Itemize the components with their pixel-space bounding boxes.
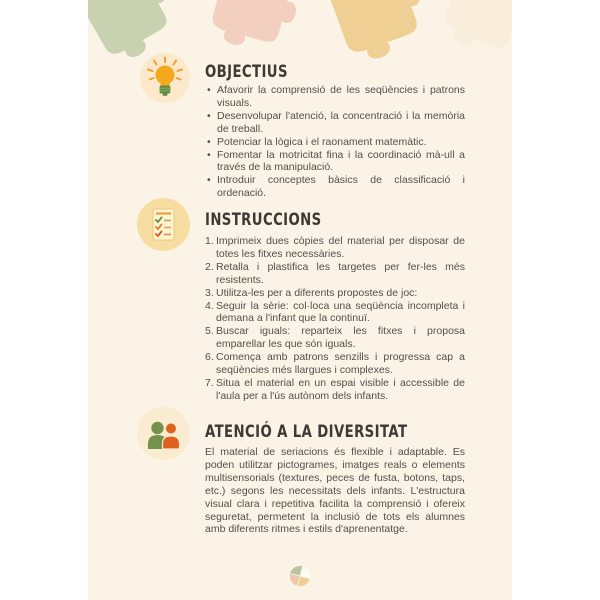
instruccions-step: Seguir la sèrie: col·loca una seqüència incompleta i demana a l'infant que la continuï. bbox=[216, 299, 465, 325]
objectius-list bbox=[205, 84, 465, 200]
instruccions-step: Retalla i plastifica les targetes per fer-les més resistents. bbox=[216, 260, 465, 286]
document-page bbox=[88, 0, 512, 600]
puzzle-circle-logo bbox=[287, 563, 313, 589]
instruccions-step: Utilitza-les per a diferents propostes de joc: bbox=[216, 286, 418, 299]
puzzle-piece-pink bbox=[207, 0, 304, 58]
instruccions-step: Imprimeix dues còpies del material per disposar de totes les fitxes necessàries. bbox=[216, 235, 465, 260]
lightbulb-icon bbox=[140, 53, 190, 103]
instruccions-step: Situa el material en un espai visible i accessible de l'aula per a l'ús autònom dels infants. bbox=[216, 376, 465, 402]
section-title-diversitat: ATENCIÓ A LA DIVERSITAT bbox=[205, 422, 408, 442]
puzzle-piece-yellow bbox=[326, 0, 436, 67]
instruccions-list bbox=[205, 235, 465, 403]
checklist-icon bbox=[137, 198, 190, 251]
instruccions-step: Buscar iguals: reparteix les fitxes i proposa emparellar les que són iguals. bbox=[216, 325, 465, 351]
objectius-item: • Fomentar la motricitat fina i la coordinació mà-ull a través de la manipulació. bbox=[205, 149, 465, 175]
people-icon bbox=[137, 407, 190, 460]
section-title-objectius: OBJECTIUS bbox=[205, 62, 288, 82]
objectius-item: • Introduir conceptes bàsics de classificació i ordenació. bbox=[205, 174, 465, 200]
section-title-instruccions: INSTRUCCIONS bbox=[205, 210, 322, 230]
objectius-item: • Desenvolupar l'atenció, la concentració i la memòria de treball. bbox=[205, 110, 465, 136]
instruccions-step: Comença amb patrons senzills i progressa cap a seqüències més llargues i complexes. bbox=[216, 351, 465, 377]
objectius-item: • Potenciar la lògica i el raonament matemàtic. bbox=[205, 136, 465, 149]
objectius-item: • Afavorir la comprensió de les seqüències i patrons visuals. bbox=[205, 84, 465, 110]
puzzle-piece-cream bbox=[437, 0, 512, 66]
diversitat-paragraph: El material de seriacions és flexible i adaptable. Es poden utilitzar pictogrames, imatges reals o elements multisensorials (textures, peces de fusta, botons, taps, etc.) segons les necessitats dels infants. L'estructura visual clara i repetitiva facilita la comprensió i ofereix seguretat, permetent la inclusió de tots els alumnes amb diferents ritmes i estils d'aprenentatge. bbox=[205, 446, 465, 536]
